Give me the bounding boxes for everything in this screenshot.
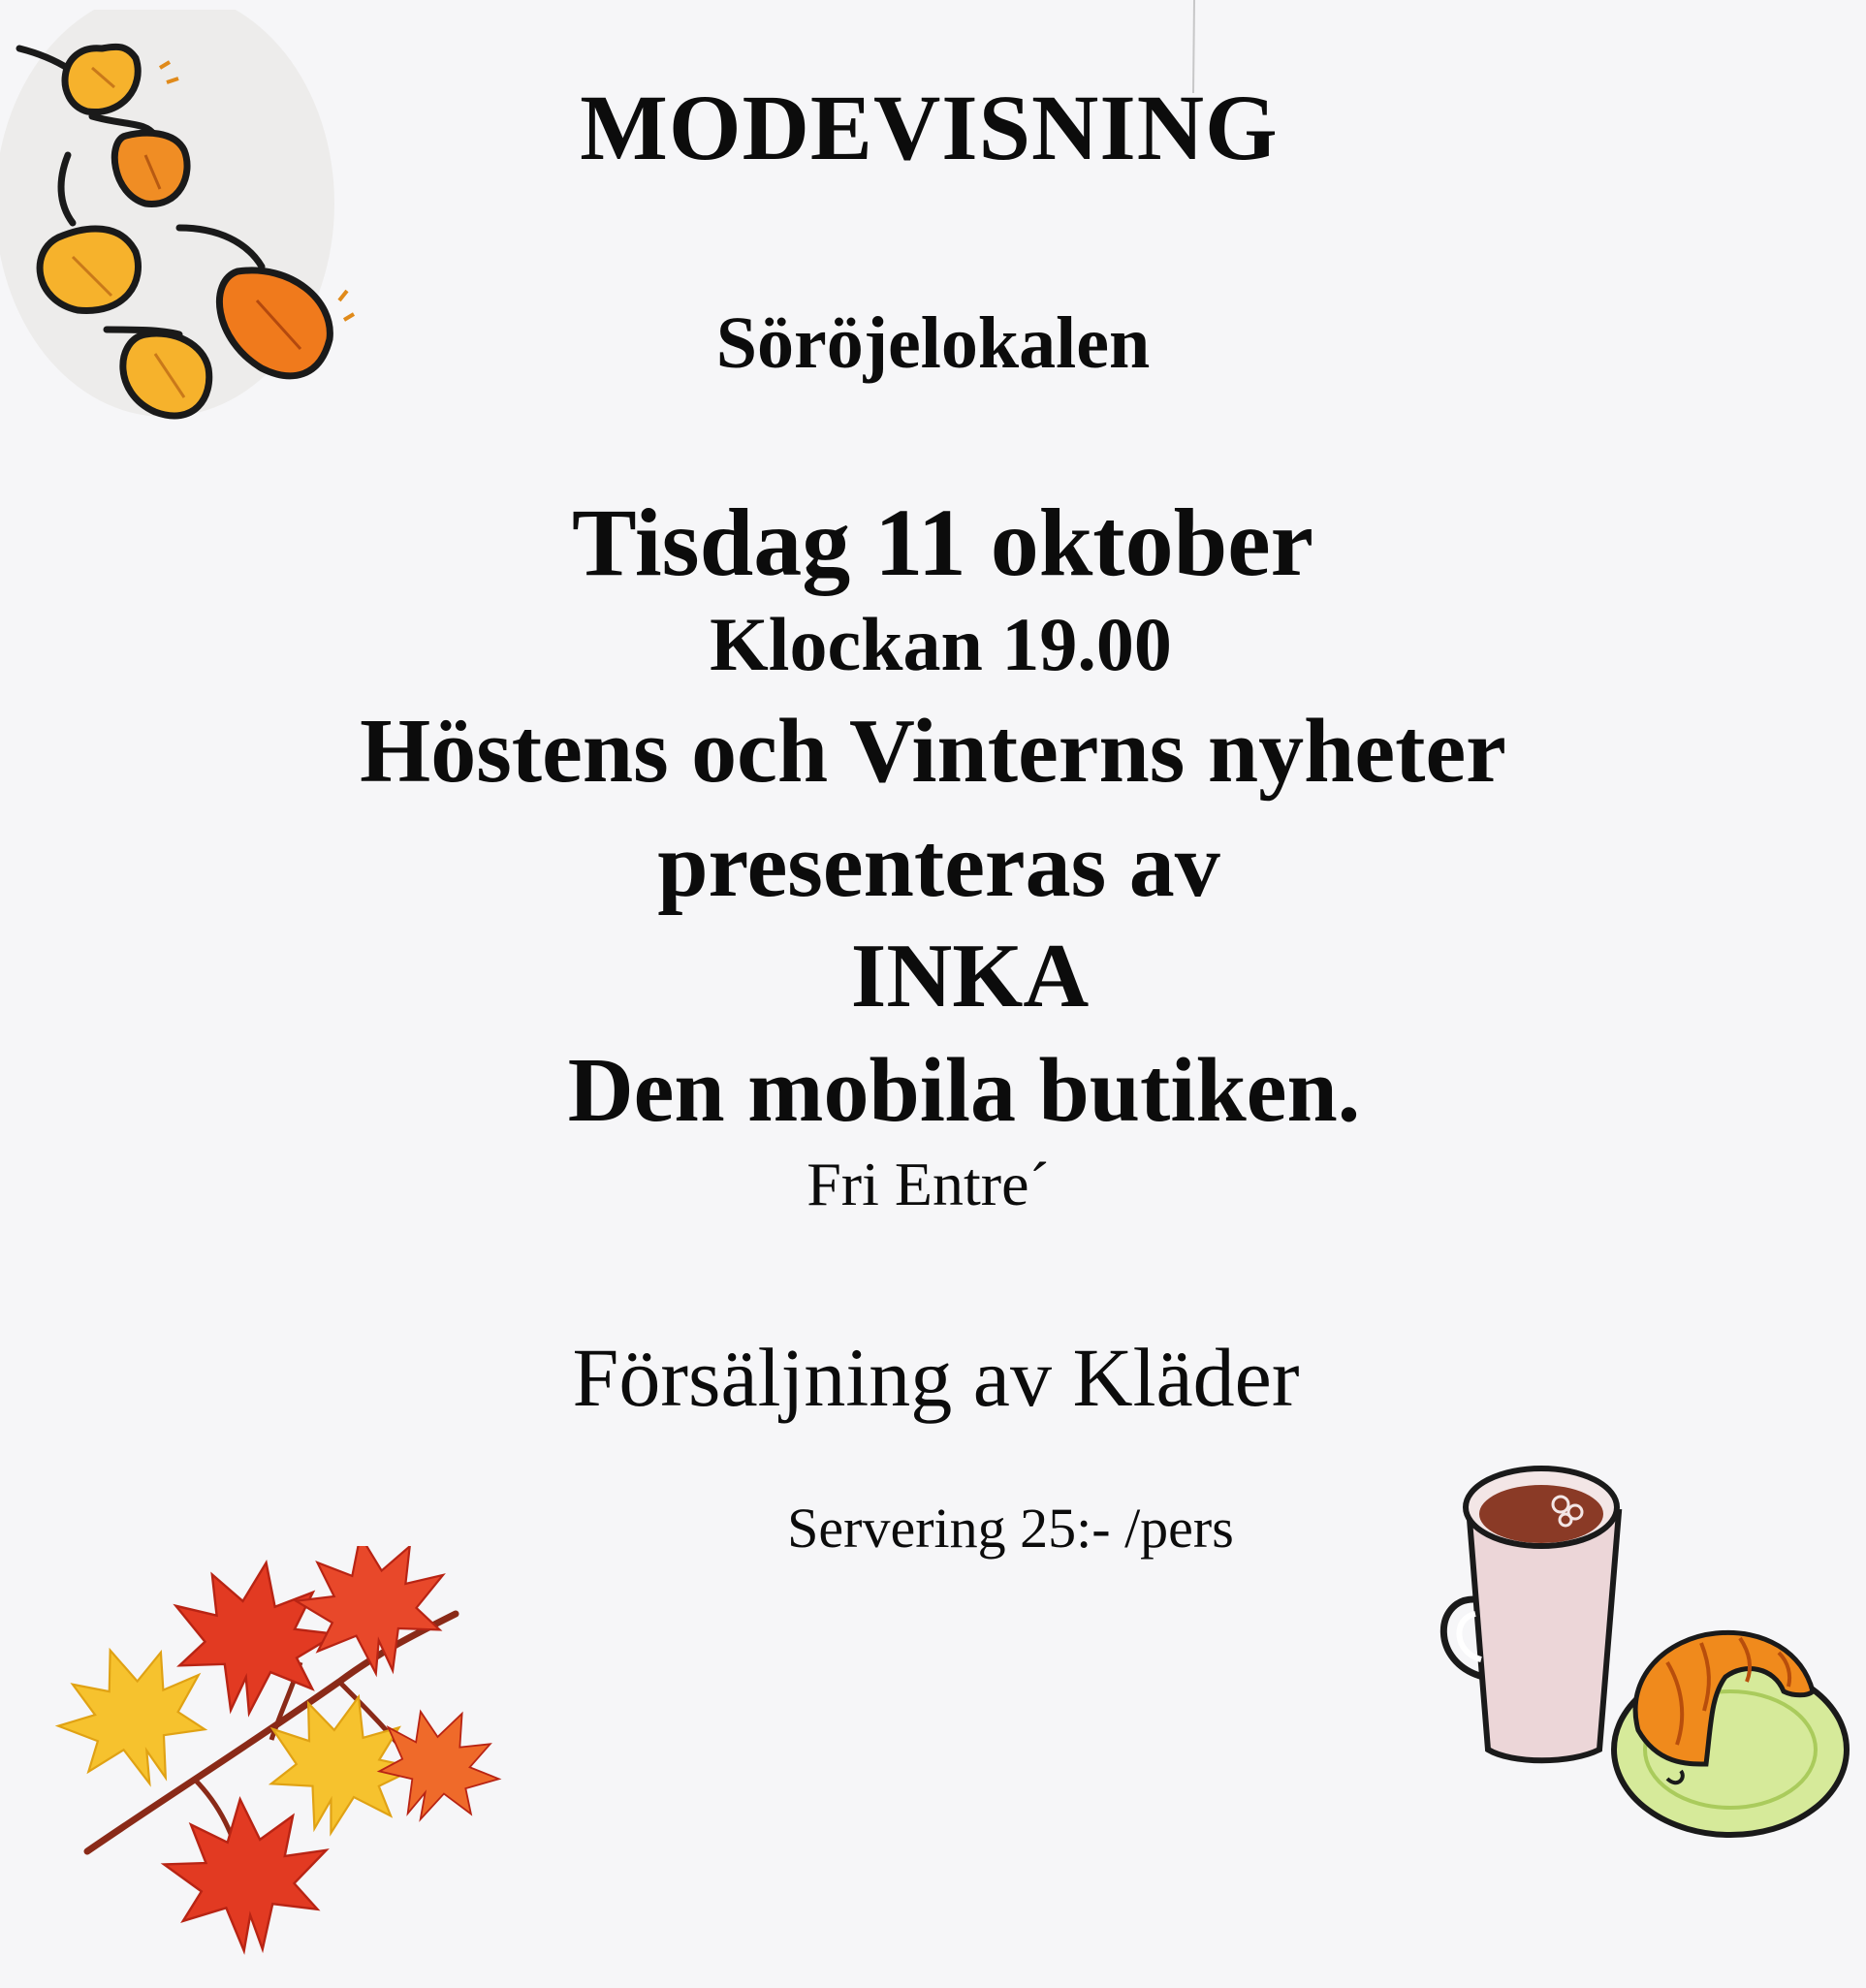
- serving-info: Servering 25:- /pers: [787, 1497, 1234, 1560]
- event-date: Tisdag 11 oktober: [572, 489, 1313, 596]
- maple-leaves-icon: [48, 1546, 543, 1972]
- news-line-2: presenteras av: [657, 815, 1220, 916]
- news-line-1: Höstens och Vinterns nyheter: [360, 701, 1506, 802]
- event-time: Klockan 19.00: [710, 602, 1172, 686]
- brand-name: INKA: [850, 926, 1090, 1026]
- event-title: MODEVISNING: [580, 76, 1279, 179]
- coffee-and-croissant-icon: [1376, 1454, 1861, 1842]
- event-venue: Söröjelokalen: [715, 302, 1151, 384]
- entry-info: Fri Entre´: [806, 1150, 1050, 1218]
- brand-subtitle: Den mobila butiken.: [567, 1040, 1361, 1141]
- sale-info: Försäljning av Kläder: [572, 1331, 1300, 1424]
